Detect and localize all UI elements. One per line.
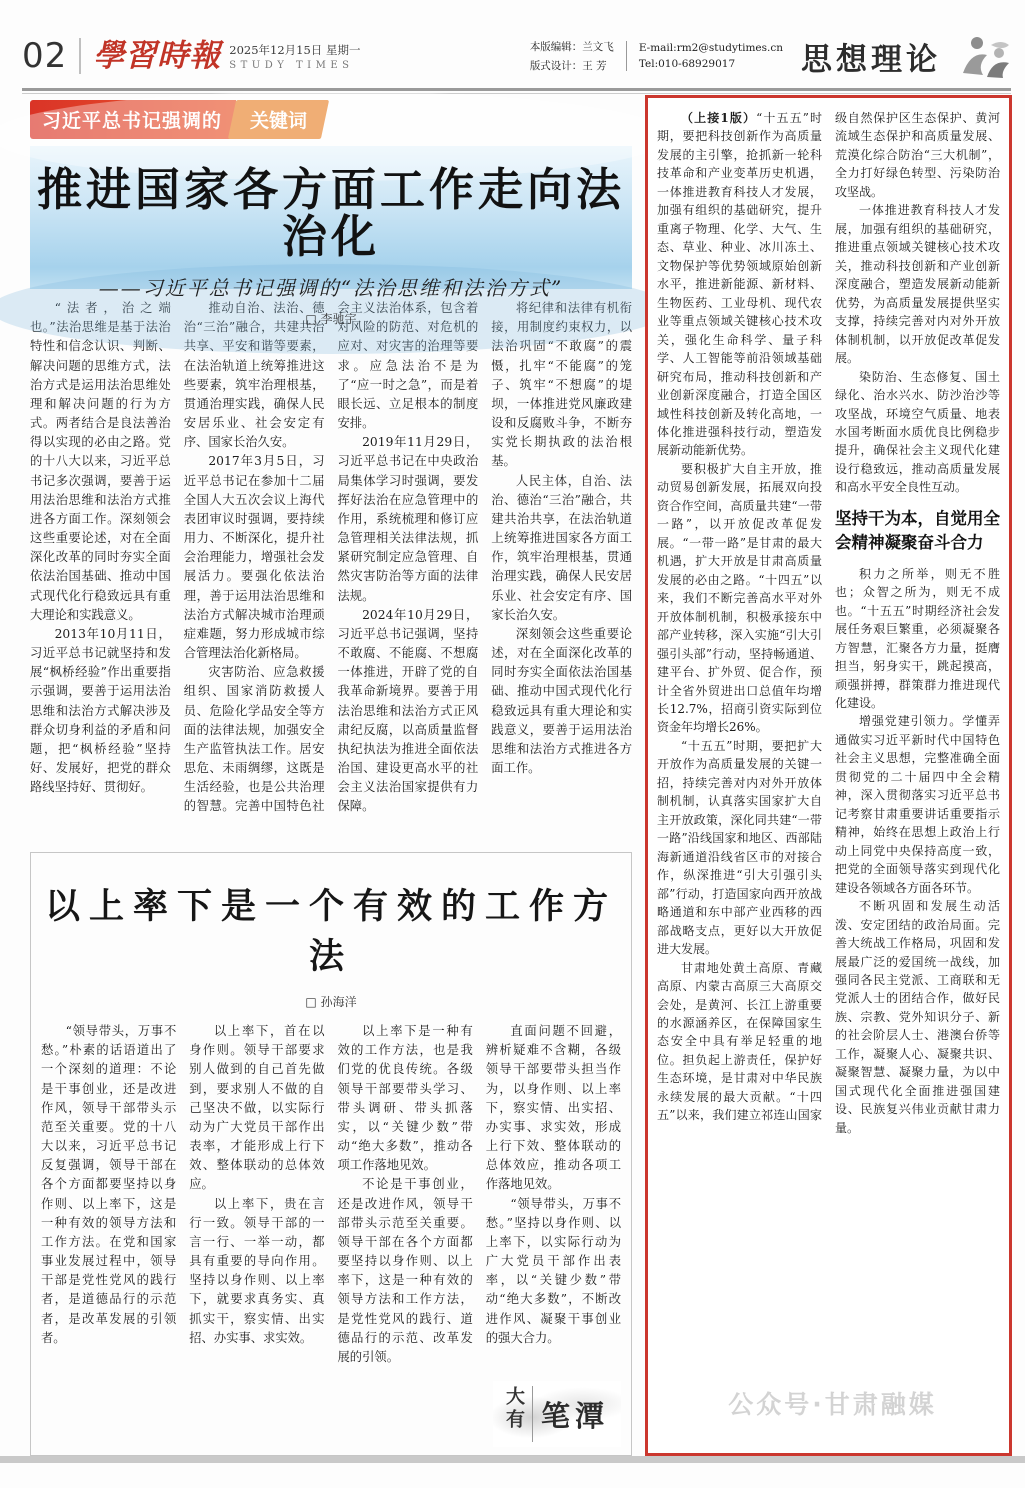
dayou-bitan-seal xyxy=(493,1381,621,1447)
article3-lead: （上接1版）“十五五”时期，要把科技创新作为高质量发展的主引擎，抢抓新一轮科技革命和产业变革历史机遇，一体推进教育科技人才发展，加强有组织的基础研究，提升重离子物理、化学、大气、生态、草业、种业、冰川冻土、文物保护等优势领域原始创新水平，推进新能源、新材料、生物医药、工业母机、现代农业等重点领域关键核心技术攻关，强化生命科学、量子科学、人工智能等前沿领域基础研究布局，推动科技创新和产业创新深度融合，打造全国区域性科技创新及转化高地，一体化推进强科技行动，塑造发展新动能新优势。 xyxy=(657,111,822,458)
body-paragraph: 直面问题不回避，辨析疑难不含糊，各级领导干部要带头担当作为，以身作则、以上率下，察实情、出实招、办实事、求实效，形成上行下效、整体联动的总体效应，推动各项工作落地见效。 xyxy=(485,1024,621,1192)
body-paragraph: 2017年3月5日，习近平总书记在参加十二届全国人大五次会议上海代表团审议时强调，要持续用力、不断深化，提升社会治理能力，增强社会发展活力。要强化依法治理，善于运用法治思维和法治方式解决城市治理顽症难题，努力形成城市综合管理法治化新格局。 xyxy=(183,454,325,661)
editor-credit: 本版编辑：兰文飞 xyxy=(529,41,614,53)
body-paragraph: “法者，治之端也。”法治思维是基于法治特性和信念认识、判断、解决问题的思维方式，法治方式是运用法治思维处理和解决问题的行为方式。两者结合是良法善治得以实现的必由之路。党的十八大以来，习近平总书记多次强调，要善于运用法治思维和法治方式推进各方面工作。深刻领会这些重要论述，对在全面深化改革的同时夯实全面依法治国基础、推动中国式现代化行稳致远具有重大理论和实践意义。 xyxy=(30,301,171,622)
body-paragraph: 2013年10月11日，习近平总书记就坚持和发展“枫桥经验”作出重要指示强调，要善于运用法治思维和法治方式解决涉及群众切身利益的矛盾和问题，把“枫桥经验”坚持好、发展好，把党的群众路线坚持好、贯彻好。 xyxy=(30,626,171,795)
article1-body xyxy=(30,299,632,839)
article3-subhead: 坚持干为本，自觉用全会精神凝聚奋斗合力 xyxy=(835,508,1000,552)
scan-watermark: 公众号·甘肃融媒 xyxy=(728,1390,937,1419)
article2-title: 以上率下是一个有效的工作方法 xyxy=(44,886,617,977)
article1-header-banner xyxy=(30,146,632,326)
body-paragraph: 不断巩固和发展生动活泼、安定团结的政治局面。完善大统战工作格局，巩固和发展最广泛的爱国统一战线，加强同各民主党派、工商联和无党派人士的团结合作，做好民族、宗教、党外知识分子、新的社会阶层人士、港澳台侨等工作，凝聚人心、凝聚共识、凝聚智慧、凝聚力量，为以中国式现代化全面推进强国建设、民族复兴伟业贡献甘肃力量。 xyxy=(835,899,1000,1135)
seal-vertical-text: 大有 xyxy=(501,1386,533,1442)
continued-from-tag: （上接1版） xyxy=(681,111,757,125)
header-divider xyxy=(626,41,627,71)
body-paragraph: 灾害防治、应急救援组织、国家消防救援人员、危险化学品安全等方面的法律法规，加强安全生产监管执法工作。居安思危、未雨绸缪，这既是生活经验，也是公共治理的智慧。完善中国特色社会主义法治体系，包含着对风险的防范、对危机的应对、对灾害的治理等要求。应急法治不是为了“应一时之急”，而是着眼长远、立足根本的制度安排。 xyxy=(183,301,479,814)
masthead: 學習時報 xyxy=(93,37,222,74)
article1-title: 推进国家各方面工作走向法治化 xyxy=(36,163,625,264)
masthead-english: STUDY TIMES xyxy=(229,59,354,71)
page-number: 02 xyxy=(22,36,68,76)
header-rule xyxy=(22,88,1011,94)
contact-email: E-mail:rm2@studytimes.cn xyxy=(638,42,783,54)
article3-box xyxy=(645,95,1012,1456)
article1-subtitle: ——习近平总书记强调的“法治思维和法治方式” xyxy=(98,275,564,300)
body-paragraph: 深刻领会这些重要论述，对在全面深化改革的同时夯实全面依法治国基础、推动中国式现代化行稳致远具有重大理论和实践意义，要善于运用法治思维和法治方式推进各方面工作。 xyxy=(491,626,632,776)
badge-keyword: 关键词 xyxy=(228,100,329,139)
article2-box xyxy=(30,852,632,1456)
body-paragraph: 以上率下，贵在言行一致。领导干部的一言一行、一举一动，都具有重要的导向作用。坚持以身作则、以上率下，就要求真务实、真抓实干，察实情、出实招、办实事、求实效。 xyxy=(189,1196,325,1345)
designer-credit: 版式设计：王 芳 xyxy=(529,60,607,72)
body-paragraph: 将纪律和法律有机衔接，用制度约束权力，以法治巩固“不敢腐”的震慑，扎牢“不能腐”的笼子、筑牢“不想腐”的堤坝，一体推进党风廉政建设和反腐败斗争，不断夯实党长期执政的法治根基。 xyxy=(491,301,632,469)
body-paragraph: 2019年11月29日，习近平总书记在中央政治局集体学习时强调，要发挥好法治在应急管理中的作用，系统梳理和修订应急管理相关法律法规，抓紧研究制定应急管理、自然灾害防治等方面的法律法规。 xyxy=(337,435,479,603)
badge-label: 习近平总书记强调的 xyxy=(30,100,236,139)
body-paragraph: 要积极扩大自主开放，推动贸易创新发展，拓展双向投资合作空间，高质量共建“一带一路”，以开放促改革促发展。“一带一路”是甘肃的最大机遇，扩大开放是甘肃高质量发展的必由之路。“十四五”以来，我们不断完善高水平对外开放体制机制，积极承接东中部产业转移，深入实施“引大引强引头部”行动，坚持畅通道、建平台、扩外贸、促合作，预计全省外贸进出口总值年均增长12.7%，招商引资实际到位资金年均增长26%。 xyxy=(657,461,822,735)
section-title: 思想理论 xyxy=(801,41,941,78)
article3-body xyxy=(657,109,1000,1442)
scan-edge xyxy=(0,1456,1025,1463)
body-paragraph: 染防治、生态修复、国土绿化、治水兴水、防沙治沙等攻坚战，环境空气质量、地表水国考断面水质优良比例稳步提升，确保社会主义现代化建设行稳致远，推动高质量发展和高水平安全良性互动。 xyxy=(835,369,1000,495)
body-paragraph: 积力之所举，则无不胜也；众智之所为，则无不成也。“十五五”时期经济社会发展任务艰巨繁重，必须凝聚各方智慧，汇聚各方力量，挺膺担当，躬身实干，跳起摸高，顽强拼搏，群策群力推进现代化建设。 xyxy=(835,566,1000,710)
body-paragraph: 人民主体，自治、法治、德治“三治”融合，共建共治共享，在法治轨道上统筹推进国家各方面工作，筑牢治理根基，贯通治理实践，确保人民安居乐业、社会安定有序、国家长治久安。 xyxy=(491,473,632,622)
article1-byline: □ 李驰宇 xyxy=(305,311,357,326)
contact-tel: Tel:010-68929017 xyxy=(638,58,736,70)
body-paragraph: 2024年10月29日，习近平总书记强调，坚持不敢腐、不能腐、不想腐一体推进，开辟了党的自我革命新境界。要善于用法治思维和法治方式正风肃纪反腐，以高质量监督执纪执法为推进全面依法治国、建设更高水平的社会主义法治国家提供有力保障。 xyxy=(337,607,479,814)
issue-date: 2025年12月15日 星期一 xyxy=(229,42,361,57)
body-paragraph: “领导带头，万事不愁。”朴素的话语道出了一个深刻的道理：不论是干事创业，还是改进作风，领导干部带头示范至关重要。党的十八大以来，习近平总书记反复强调，领导干部在各个方面都要坚持以身作则、以上率下，这是一种有效的领导方法和工作方法。在党和国家事业发展过程中，领导干部是党性党风的践行者，是道德品行的示范者，是改革发展的引领者。 xyxy=(41,1024,177,1345)
article2-byline: □ 孙海洋 xyxy=(305,995,357,1009)
body-paragraph: “十五五”时期，要把扩大开放作为高质量发展的关键一招，持续完善对内对外开放体制机制，认真落实国家扩大自主开放政策，深化同共建“一带一路”沿线国家和地区、西部陆海新通道沿线省区市的对接合作，纵深推进“引大引强引头部”行动，打造国家向西开放战略通道和东中部产业西移的西部战略支点，更好以大开放促进大发展。 xyxy=(657,738,822,957)
body-paragraph: 甘肃地处黄土高原、青藏高原、内蒙古高原三大高原交会处，是黄河、长江上游重要的水源涵养区，在保障国家生态安全中具有举足轻重的地位。担负起上游责任，保护好生态环境，是甘肃对中华民族永续发展的最大贡献。“十四五”以来，我们建立祁连山国家级自然保护区生态保护、黄河流域生态保护和高质量发展、荒漠化综合防治“三大机制”，全力打好绿色转型、污染防治攻坚战。 xyxy=(657,111,1000,1123)
header-divider xyxy=(79,38,81,74)
body-paragraph: “领导带头，万事不愁。”坚持以身作则、以上率下，以实际行动为广大党员干部作出表率，以“关键少数”带动“绝大多数”，不断改进作风、凝聚干事创业的强大合力。 xyxy=(485,1196,621,1345)
body-paragraph: 以上率下是一种有效的工作方法，也是我们党的优良传统。各级领导干部要带头学习、带头调研、带头抓落实，以“关键少数”带动“绝大多数”，推动各项工作落地见效。 xyxy=(337,1024,473,1173)
body-paragraph: 增强党建引领力。学懂弄通做实习近平新时代中国特色社会主义思想，完整准确全面贯彻党的二十届四中全会精神，深入贯彻落实习近平总书记考察甘肃重要讲话重要指示精神，始终在思想上政治上行动上同党中央保持高度一致，把党的全面领导落实到现代化建设各领域各方面各环节。 xyxy=(835,714,1000,895)
studytimes-logo-icon xyxy=(957,33,1011,79)
body-paragraph: 不论是干事创业，还是改进作风，领导干部带头示范至关重要。领导干部在各个方面都要坚持以身作则、以上率下，这是一种有效的领导方法和工作方法，是党性党风的践行、道德品行的示范、改革发展的引领。 xyxy=(337,1177,473,1364)
page-header xyxy=(22,30,1011,82)
body-paragraph: 一体推进教育科技人才发展，加强有组织的基础研究，推进重点领域关键核心技术攻关，推动科技创新和产业创新深度融合，塑造发展新动能新优势，为高质量发展提供坚实支撑，持续完善对内对外开放体制机制，以开放促改革促发展。 xyxy=(835,203,1000,366)
main-column xyxy=(30,100,632,1456)
seal-main-text: 笔潭 xyxy=(541,1398,610,1433)
body-paragraph: 推动自治、法治、德治“三治”融合，共建共治共享、平安和谐等要素，在法治轨道上统筹推进这些要素，筑牢治理根基，贯通治理实践，确保人民安居乐业、社会安定有序、国家长治久安。 xyxy=(183,301,325,450)
body-paragraph: 以上率下，首在以身作则。领导干部要求别人做到的自己首先做到，要求别人不做的自己坚决不做，以实际行动为广大党员干部作出表率，才能形成上行下效、整体联动的总体效应。 xyxy=(189,1024,325,1192)
